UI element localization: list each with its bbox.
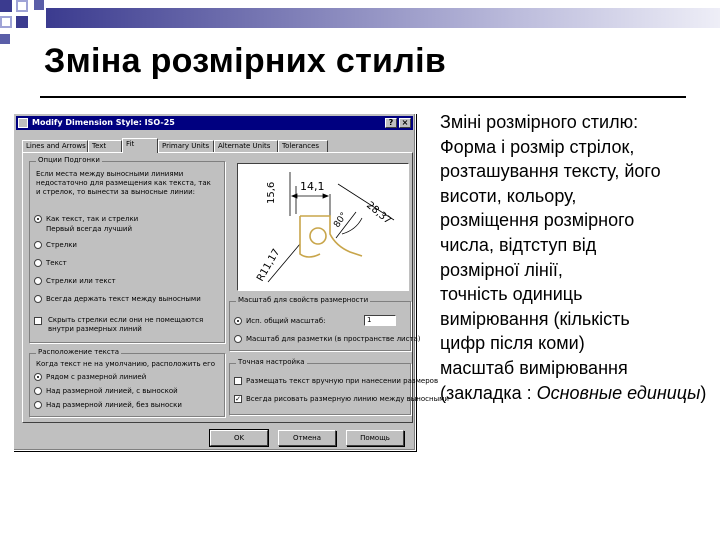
radio-icon[interactable] <box>34 295 42 303</box>
checkbox-icon[interactable] <box>34 317 42 325</box>
checkbox-icon[interactable] <box>234 377 242 385</box>
dim-label-top: 14,1 <box>300 180 325 193</box>
description-line: висоти, кольору, <box>440 185 577 206</box>
radio-icon[interactable] <box>34 277 42 285</box>
radio-selected-icon[interactable] <box>34 373 42 381</box>
modify-dimension-style-dialog <box>13 113 449 451</box>
description-line: Зміні розмірного стилю: <box>440 112 639 132</box>
fit-option-arrows-or-text[interactable]: Стрелки или текст <box>34 276 116 288</box>
description-line: Форма і розмір стрілок, <box>440 136 635 157</box>
ok-button[interactable]: OK <box>210 430 268 446</box>
text-placement-group <box>29 348 225 417</box>
tab-alternate-units[interactable]: Alternate Units <box>214 140 278 152</box>
placement-over-without-leader[interactable]: Над размерной линией, без выноски <box>34 400 182 412</box>
fit-option-text-and-arrows[interactable]: Как текст, так и стрелки <box>34 214 138 226</box>
fit-option-always-text-between[interactable]: Всегда держать текст между выносными <box>34 294 201 306</box>
help-button[interactable]: Помощь <box>346 430 404 446</box>
fit-option-text[interactable]: Текст <box>34 258 67 270</box>
radio-selected-icon[interactable] <box>234 317 242 325</box>
description-line: числа, відтступ від <box>440 234 597 255</box>
dialog-titlebar <box>16 116 413 130</box>
always-draw-dimline-checkbox[interactable]: ✓ Всегда рисовать размерную линию между выносными <box>235 395 449 403</box>
dim-label-angle: 80° <box>332 210 350 230</box>
fit-option-arrows[interactable]: Стрелки <box>34 240 77 252</box>
radio-selected-icon[interactable] <box>34 215 42 223</box>
dim-label-right: 28,37 <box>364 199 394 227</box>
cancel-button[interactable]: Отмена <box>278 430 336 446</box>
dialog-title: Modify Dimension Style: ISO-25 <box>32 118 175 127</box>
scale-group <box>229 296 421 351</box>
fit-options-legend: Опции Подгонки <box>38 156 100 164</box>
checkbox-checked-icon[interactable]: ✓ <box>235 395 241 403</box>
fit-options-description: Если места между выносными линиями недостаточно для размещения как текста, так и стрелок, то вынести за выносные линии: <box>36 170 211 196</box>
slide-title: Зміна розмірних стилів <box>44 42 447 80</box>
tab-text[interactable]: Text <box>88 140 122 152</box>
tab-note-name: Основные единицы <box>536 382 701 403</box>
radio-icon[interactable] <box>34 387 42 395</box>
tab-tolerances[interactable]: Tolerances <box>278 140 328 152</box>
radio-icon[interactable] <box>234 335 242 343</box>
placement-over-with-leader[interactable]: Над размерной линией, с выноской <box>34 386 178 398</box>
text-placement-legend: Расположение текста <box>38 348 120 356</box>
description-line: розміщення розмірного <box>440 210 635 231</box>
dim-label-left: 15,6 <box>266 181 277 204</box>
tab-primary-units[interactable]: Primary Units <box>158 140 214 152</box>
layout-scale-option[interactable]: Масштаб для разметки (в пространстве листа) <box>234 334 421 346</box>
overall-scale-input[interactable]: 1 <box>364 315 396 326</box>
placement-beside-line[interactable]: Рядом с размерной линией <box>34 372 146 384</box>
close-icon[interactable]: × <box>399 118 411 128</box>
tab-fit[interactable]: Fit <box>122 138 158 153</box>
text-placement-description: Когда текст не на умолчанию, расположить его <box>36 360 216 368</box>
radio-icon[interactable] <box>34 241 42 249</box>
title-divider <box>40 96 686 98</box>
description-line: цифр після коми) <box>440 333 585 354</box>
radio-icon[interactable] <box>34 259 42 267</box>
fit-option-sublabel: Первый всегда лучший <box>46 225 133 233</box>
description-line: масштаб вимірювання <box>440 357 628 378</box>
fine-tuning-legend: Точная настройка <box>238 358 305 366</box>
suppress-arrows-checkbox[interactable]: Скрыть стрелки если они не помещаются внутри размерных линий <box>34 316 220 338</box>
tab-note: (закладка : Основные единицы) <box>440 382 707 403</box>
fine-tuning-group <box>229 358 449 415</box>
description-line: розмірної лінії, <box>440 259 563 280</box>
place-text-manually-checkbox[interactable]: Размещать текст вручную при нанесении размеров <box>234 376 408 388</box>
app-icon <box>18 118 28 128</box>
description-line: вимірювання (кількість <box>440 308 630 329</box>
description-text <box>440 110 710 405</box>
top-gradient-bar <box>46 8 720 28</box>
fit-tab-panel <box>22 152 449 423</box>
tab-lines-arrows[interactable]: Lines and Arrows <box>22 140 88 152</box>
dimension-preview <box>237 163 409 291</box>
radio-icon[interactable] <box>34 401 42 409</box>
fit-options-group <box>29 156 225 343</box>
preview-drawing <box>238 164 408 290</box>
help-title-button[interactable]: ? <box>385 118 397 128</box>
overall-scale-option[interactable]: Исп. общий масштаб: <box>234 316 326 328</box>
dim-label-radius: R11,17 <box>255 247 283 284</box>
description-line: точність одиниць <box>440 284 583 305</box>
scale-legend: Масштаб для свойств размерности <box>238 296 369 304</box>
description-line: розташування тексту, його <box>440 161 661 182</box>
